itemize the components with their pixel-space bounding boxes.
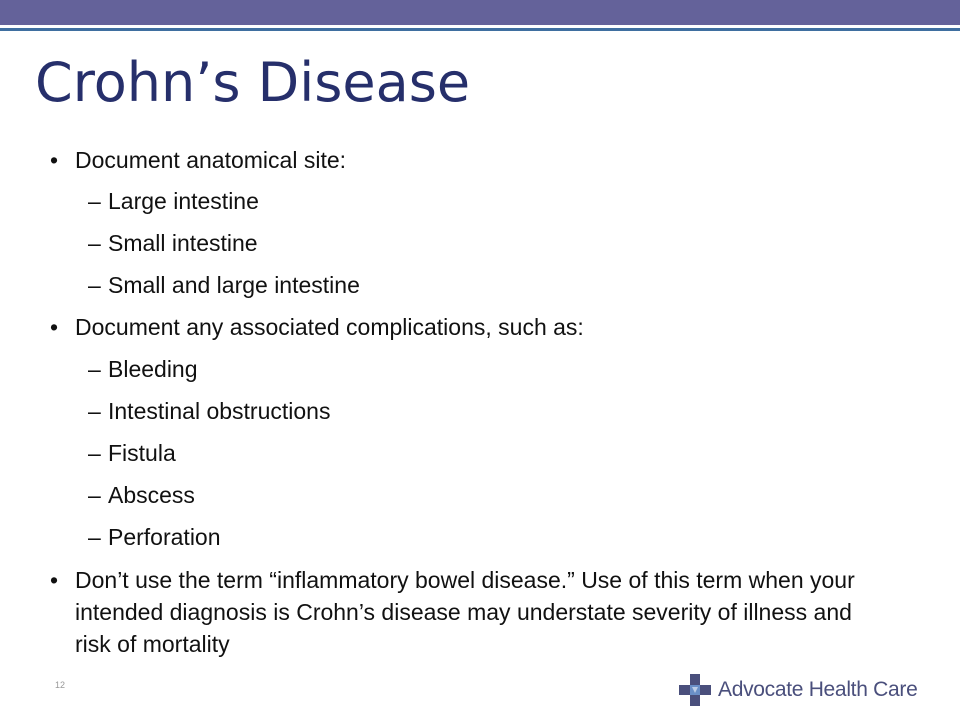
list-item-text: Bleeding xyxy=(108,356,198,382)
list-item xyxy=(88,521,221,553)
list-item xyxy=(88,269,360,301)
advocate-health-care-logo xyxy=(678,672,917,708)
bullet-icon: • xyxy=(50,567,59,593)
list-item xyxy=(88,185,259,217)
dash-icon: – xyxy=(88,482,101,508)
list-item-text: Document anatomical site: xyxy=(75,147,347,173)
list-item xyxy=(50,144,346,176)
list-item xyxy=(88,437,176,469)
list-item xyxy=(50,311,584,343)
list-item-text: Intestinal obstructions xyxy=(108,398,331,424)
list-item-text: Small and large intestine xyxy=(108,272,360,298)
header-band xyxy=(0,0,960,25)
list-item-text: Don’t use the term “inflammatory bowel disease.” Use of this term when your intended diagnosis is Crohn’s disease may understate severity of illness and risk of mortality xyxy=(75,567,855,657)
bullet-icon: • xyxy=(50,314,59,340)
dash-icon: – xyxy=(88,230,101,256)
list-item-text: Abscess xyxy=(108,482,195,508)
list-item-text: Perforation xyxy=(108,524,221,550)
bullet-icon: • xyxy=(50,147,59,173)
dash-icon: – xyxy=(88,188,101,214)
dash-icon: – xyxy=(88,272,101,298)
dash-icon: – xyxy=(88,398,101,424)
list-item xyxy=(88,395,330,427)
list-item-text: Fistula xyxy=(108,440,176,466)
logo-text: Advocate Health Care xyxy=(718,678,918,701)
list-item-text: Large intestine xyxy=(108,188,259,214)
list-item-text: Document any associated complications, such as: xyxy=(75,314,584,340)
dash-icon: – xyxy=(88,524,101,550)
page-number: 12 xyxy=(55,680,66,690)
list-item xyxy=(88,227,258,259)
cross-logo-icon xyxy=(678,673,712,707)
dash-icon: – xyxy=(88,440,101,466)
list-item-text: Small intestine xyxy=(108,230,258,256)
header-divider xyxy=(0,28,960,31)
list-item xyxy=(50,564,870,660)
slide-title: Crohn’s Disease xyxy=(35,51,471,114)
list-item xyxy=(88,479,195,511)
dash-icon: – xyxy=(88,356,101,382)
list-item xyxy=(88,353,198,385)
